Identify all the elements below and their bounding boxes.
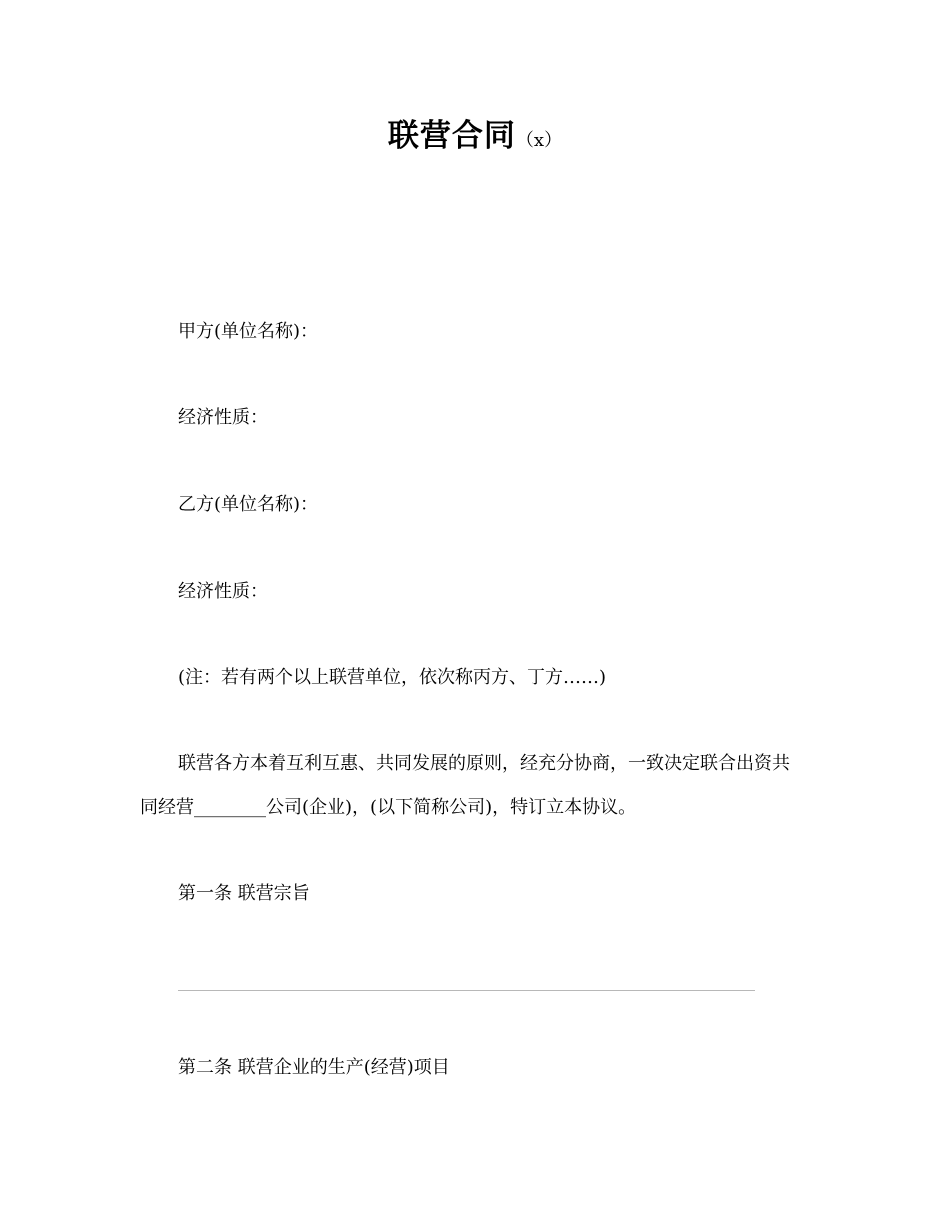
preamble-line-1: 联营各方本着互利互惠、共同发展的原则，经充分协商，一致决定联合出资共 [178,753,790,774]
party-a-label: 甲方(单位名称)： [178,321,319,342]
article-1-blank-rule [178,990,755,991]
article-2-heading: 第二条 联营企业的生产(经营)项目 [178,1057,450,1078]
title-main-text: 联营合同 [387,118,516,154]
document-title [0,110,950,155]
party-b-nature-label: 经济性质： [178,581,268,602]
article-1-heading: 第一条 联营宗旨 [178,883,310,904]
party-a-nature-label: 经济性质： [178,407,268,428]
title-suffix-text: （x） [515,130,563,151]
additional-parties-note: (注：若有两个以上联营单位，依次称丙方、丁方……) [178,667,607,688]
party-b-label: 乙方(单位名称)： [178,494,319,515]
preamble-line-2: 同经营________公司(企业)，(以下简称公司)，特订立本协议。 [140,797,637,818]
